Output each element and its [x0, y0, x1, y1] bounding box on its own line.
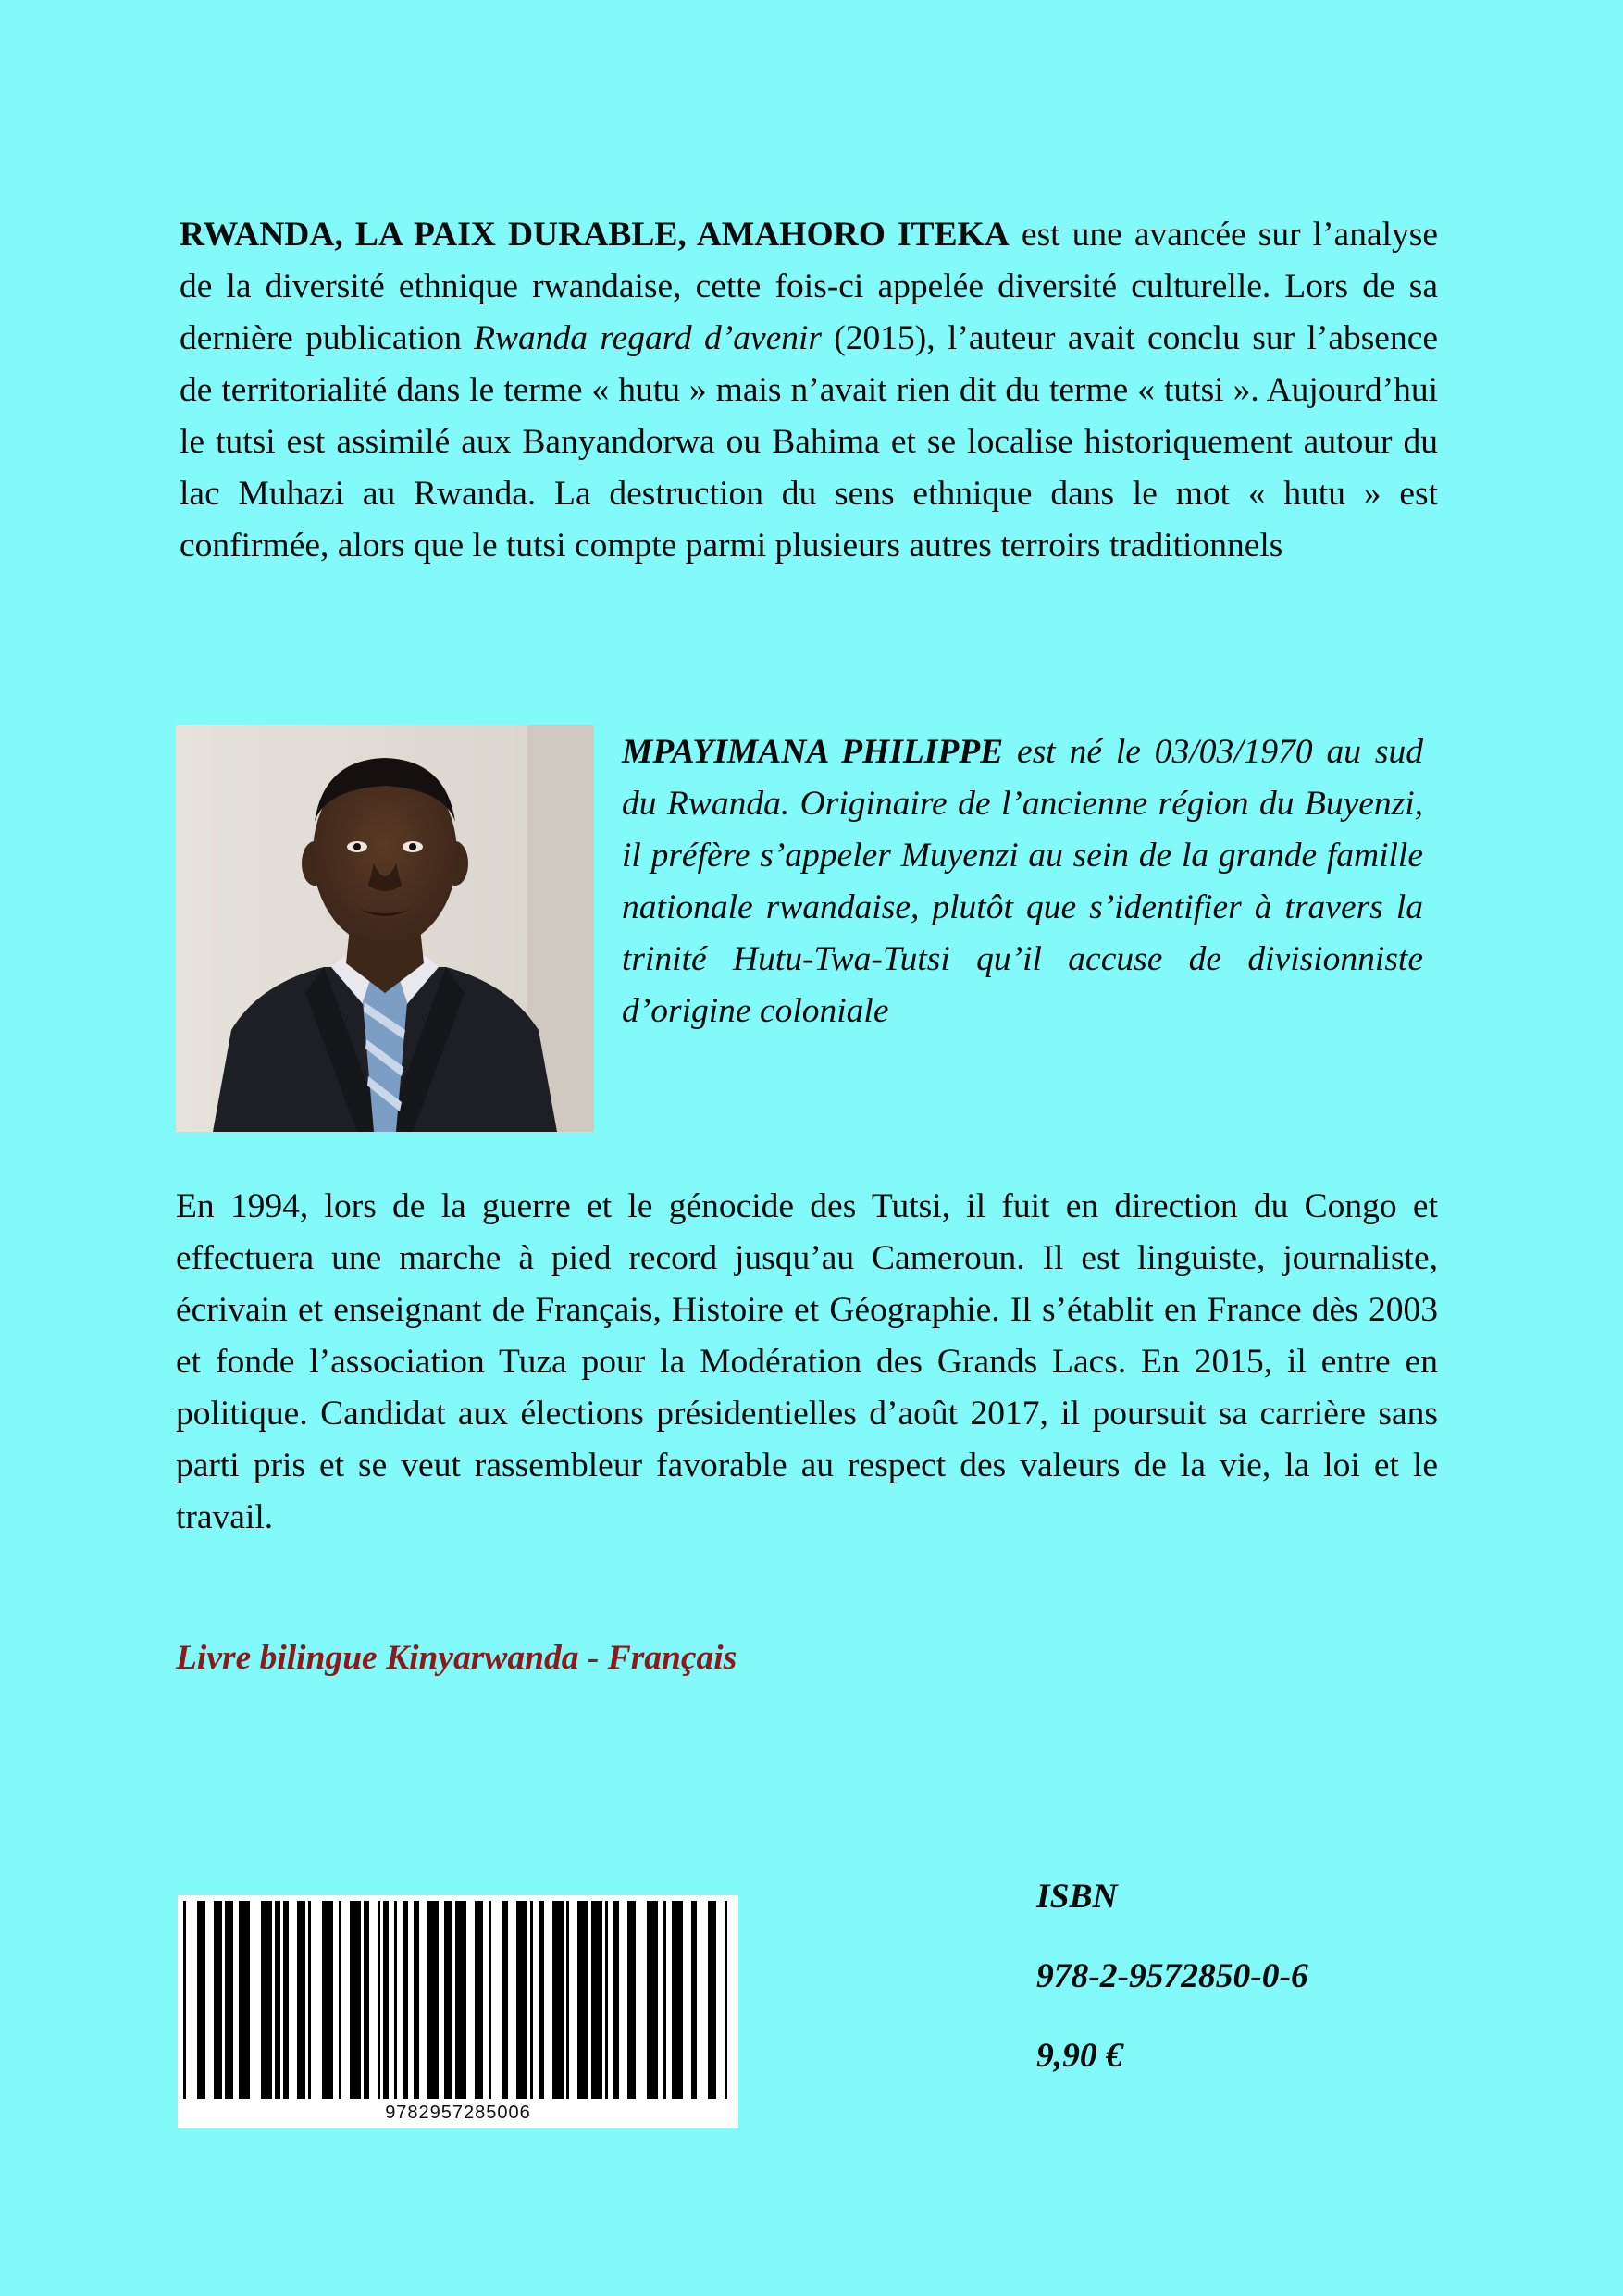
barcode-bar	[378, 1901, 380, 2099]
author-photo	[176, 725, 594, 1132]
barcode-bar	[708, 1901, 716, 2099]
author-bio	[622, 726, 1423, 1037]
barcode-bar	[403, 1901, 408, 2099]
barcode-bar	[214, 1901, 222, 2099]
book-title: RWANDA, LA PAIX DURABLE, AMAHORO ITEKA	[180, 216, 1010, 254]
barcode-bar	[552, 1901, 564, 2099]
barcode-bar	[322, 1901, 333, 2099]
barcode-bar	[647, 1901, 658, 2099]
barcode-bar	[691, 1901, 697, 2099]
barcode-bar	[530, 1901, 533, 2099]
author-bio-text: est né le 03/03/1970 au sud du Rwanda. Originaire de l’ancienne région du Buyenzi, il préfère s’appeler Muyenzi au sein de la grande famille nationale rwandaise, plutôt que s’identifier à travers la trinité Hutu-Twa-Tutsi qu’il accuse de divisionniste d’origine coloniale	[622, 733, 1423, 1030]
isbn-number: 978-2-9572850-0-6	[1036, 1957, 1308, 1995]
barcode-bar	[183, 1901, 186, 2099]
barcode-bar	[364, 1901, 369, 2099]
previous-book-title: Rwanda regard d’avenir	[474, 319, 822, 357]
barcode-bar	[261, 1901, 272, 2099]
price: 9,90 €	[1036, 2037, 1123, 2075]
barcode-bar	[383, 1901, 389, 2099]
barcode-bar	[539, 1901, 544, 2099]
barcode-bar	[414, 1901, 419, 2099]
barcode-bar	[297, 1901, 305, 2099]
barcode-bar	[283, 1901, 289, 2099]
barcode-bar	[475, 1901, 483, 2099]
barcode-bar	[725, 1901, 727, 2099]
intro-text-2: (2015), l’auteur avait conclu sur l’absence de territorialité dans le terme « hutu » mais n’avait rien dit du terme « tutsi ». Aujourd’hui le tutsi est assimilé aux Banyandorwa ou Bahima et se localise historiquement autour du lac Muhazi au Rwanda. La destruction du sens ethnique dans le mot « hutu » est confirmée, alors que le tutsi compte parmi plusieurs autres terroirs traditionnels	[180, 319, 1438, 565]
barcode	[178, 1895, 738, 2128]
barcode-bar	[427, 1901, 439, 2099]
career-paragraph: En 1994, lors de la guerre et le génocide des Tutsi, il fuit en direction du Congo et effectuera une marche à pied record jusqu’au Cameroun. Il est linguiste, journaliste, écrivain et enseignant de Français, Histoire et Géographie. Il s’établit en France dès 2003 et fonde l’association Tuza pour la Modération des Grands Lacs. En 2015, il entre en politique. Candidat aux élections présidentielles d’août 2017, il poursuit sa carrière sans parti pris et se veut rassembleur favorable au respect des valeurs de la vie, la loi et le travail.	[176, 1187, 1438, 1536]
author-name: MPAYIMANA PHILIPPE	[622, 733, 1004, 771]
barcode-bar	[627, 1901, 636, 2099]
barcode-bar	[444, 1901, 452, 2099]
barcode-bar	[502, 1901, 508, 2099]
barcode-bar	[672, 1901, 683, 2099]
barcode-bar	[613, 1901, 619, 2099]
barcode-bar	[591, 1901, 602, 2099]
barcode-bar	[275, 1901, 280, 2099]
barcode-bar	[339, 1901, 341, 2099]
barcode-bar	[308, 1901, 311, 2099]
isbn-label: ISBN	[1036, 1878, 1118, 1916]
intro-paragraph	[180, 209, 1438, 572]
barcode-bar	[350, 1901, 361, 2099]
barcode-bar	[605, 1901, 608, 2099]
intro-text-1: est une avancée sur l’analyse de la diversité ethnique rwandaise, cette fois-ci appelée diversité culturelle. Lors de sa dernière publication	[180, 216, 1438, 357]
barcode-bar	[516, 1901, 527, 2099]
barcode-bar	[577, 1901, 588, 2099]
barcode-bars	[178, 1895, 738, 2099]
bilingual-note: Livre bilingue Kinyarwanda - Français	[176, 1639, 737, 1677]
barcode-bar	[197, 1901, 205, 2099]
barcode-bar	[394, 1901, 397, 2099]
barcode-bar	[566, 1901, 569, 2099]
barcode-number: 9782957285006	[385, 2103, 531, 2123]
barcode-bar	[489, 1901, 491, 2099]
barcode-bar	[239, 1901, 250, 2099]
barcode-bar	[225, 1901, 233, 2099]
barcode-bar	[455, 1901, 466, 2099]
barcode-bar	[663, 1901, 666, 2099]
